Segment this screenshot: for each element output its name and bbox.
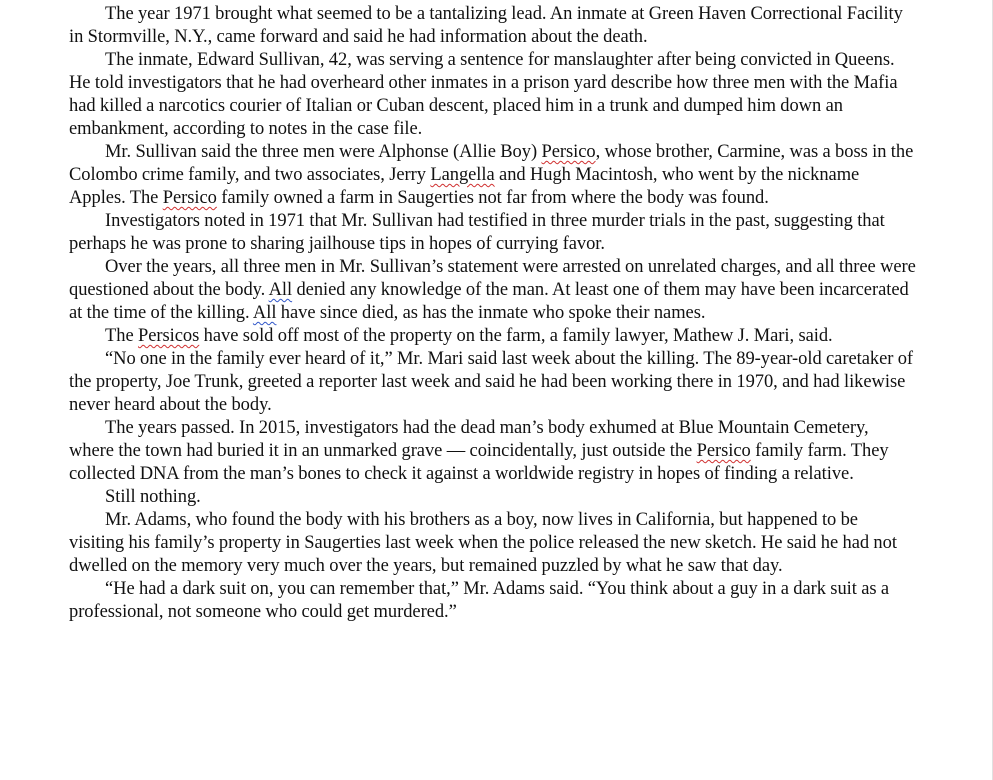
document-body[interactable] [69, 3, 917, 624]
paragraph [69, 49, 917, 141]
paragraph [69, 141, 917, 210]
spelling-flagged-word: Langella [430, 165, 495, 185]
text-run: Investigators noted in 1971 that Mr. Sullivan had testified in three murder trials in the past, suggesting that perhaps he was prone to sharing jailhouse tips in hopes of currying favor. [69, 211, 885, 254]
text-run: The [105, 326, 138, 346]
text-run: and Hugh Macintosh, who went by the nickname Apples. The [69, 165, 860, 208]
text-run: The years passed. In 2015, investigators had the dead man’s body exhumed at Blue Mountain Cemetery, where the town had buried it in an unmarked grave — coincidentally, just outside the [69, 418, 869, 461]
paragraph [69, 3, 917, 49]
paragraph [69, 417, 917, 486]
grammar-flagged-word: All [268, 280, 293, 300]
text-run: The year 1971 brought what seemed to be a tantalizing lead. An inmate at Green Haven Correctional Facility in Stormville, N.Y., came forward and said he had information about the death. [69, 4, 903, 47]
text-run: “He had a dark suit on, you can remember that,” Mr. Adams said. “You think about a guy in a dark suit as a professional, not someone who could get murdered.” [69, 579, 890, 622]
text-run: have since died, as has the inmate who spoke their names. [276, 303, 706, 323]
text-run: , whose brother, Carmine, was a boss in the Colombo crime family, and two associates, Jerry [69, 142, 914, 185]
text-run: Still nothing. [105, 487, 201, 507]
paragraph [69, 486, 917, 509]
text-run: “No one in the family ever heard of it,” Mr. Mari said last week about the killing. The 89-year-old caretaker of the property, Joe Trunk, greeted a reporter last week and said he had been working there in 1970, and had likewise never heard about the body. [69, 349, 914, 415]
paragraph [69, 509, 917, 578]
text-run: Mr. Sullivan said the three men were Alphonse (Allie Boy) [105, 142, 542, 162]
text-run: Over the years, all three men in Mr. Sullivan’s statement were arrested on unrelated charges, and all three were questioned about the body. [69, 257, 916, 300]
text-run: family farm. They collected DNA from the man’s bones to check it against a worldwide registry in hopes of finding a relative. [69, 441, 889, 484]
paragraph [69, 348, 917, 417]
paragraph [69, 210, 917, 256]
spelling-flagged-word: Persico [696, 441, 751, 461]
text-run: Mr. Adams, who found the body with his brothers as a boy, now lives in California, but happened to be visiting his family’s property in Saugerties last week when the police released the new sketch. He said he had not dwelled on the memory very much over the years, but remained puzzled by what he saw that day. [69, 510, 897, 576]
grammar-flagged-word: All [252, 303, 277, 323]
spelling-flagged-word: Persico [541, 142, 596, 162]
text-run: The inmate, Edward Sullivan, 42, was serving a sentence for manslaughter after being convicted in Queens. He told investigators that he had overheard other inmates in a prison yard describe how three men with the Mafia had killed a narcotics courier of Italian or Cuban descent, placed him in a trunk and dumped him down an embankment, according to notes in the case file. [69, 50, 898, 139]
text-run: have sold off most of the property on the farm, a family lawyer, Mathew J. Mari, said. [199, 326, 833, 346]
text-run: denied any knowledge of the man. At least one of them may have been incarcerated at the time of the killing. [69, 280, 909, 323]
paragraph [69, 256, 917, 325]
spelling-flagged-word: Persico [162, 188, 217, 208]
paragraph [69, 578, 917, 624]
text-run: family owned a farm in Saugerties not far from where the body was found. [216, 188, 769, 208]
paragraph [69, 325, 917, 348]
spelling-flagged-word: Persicos [138, 326, 200, 346]
